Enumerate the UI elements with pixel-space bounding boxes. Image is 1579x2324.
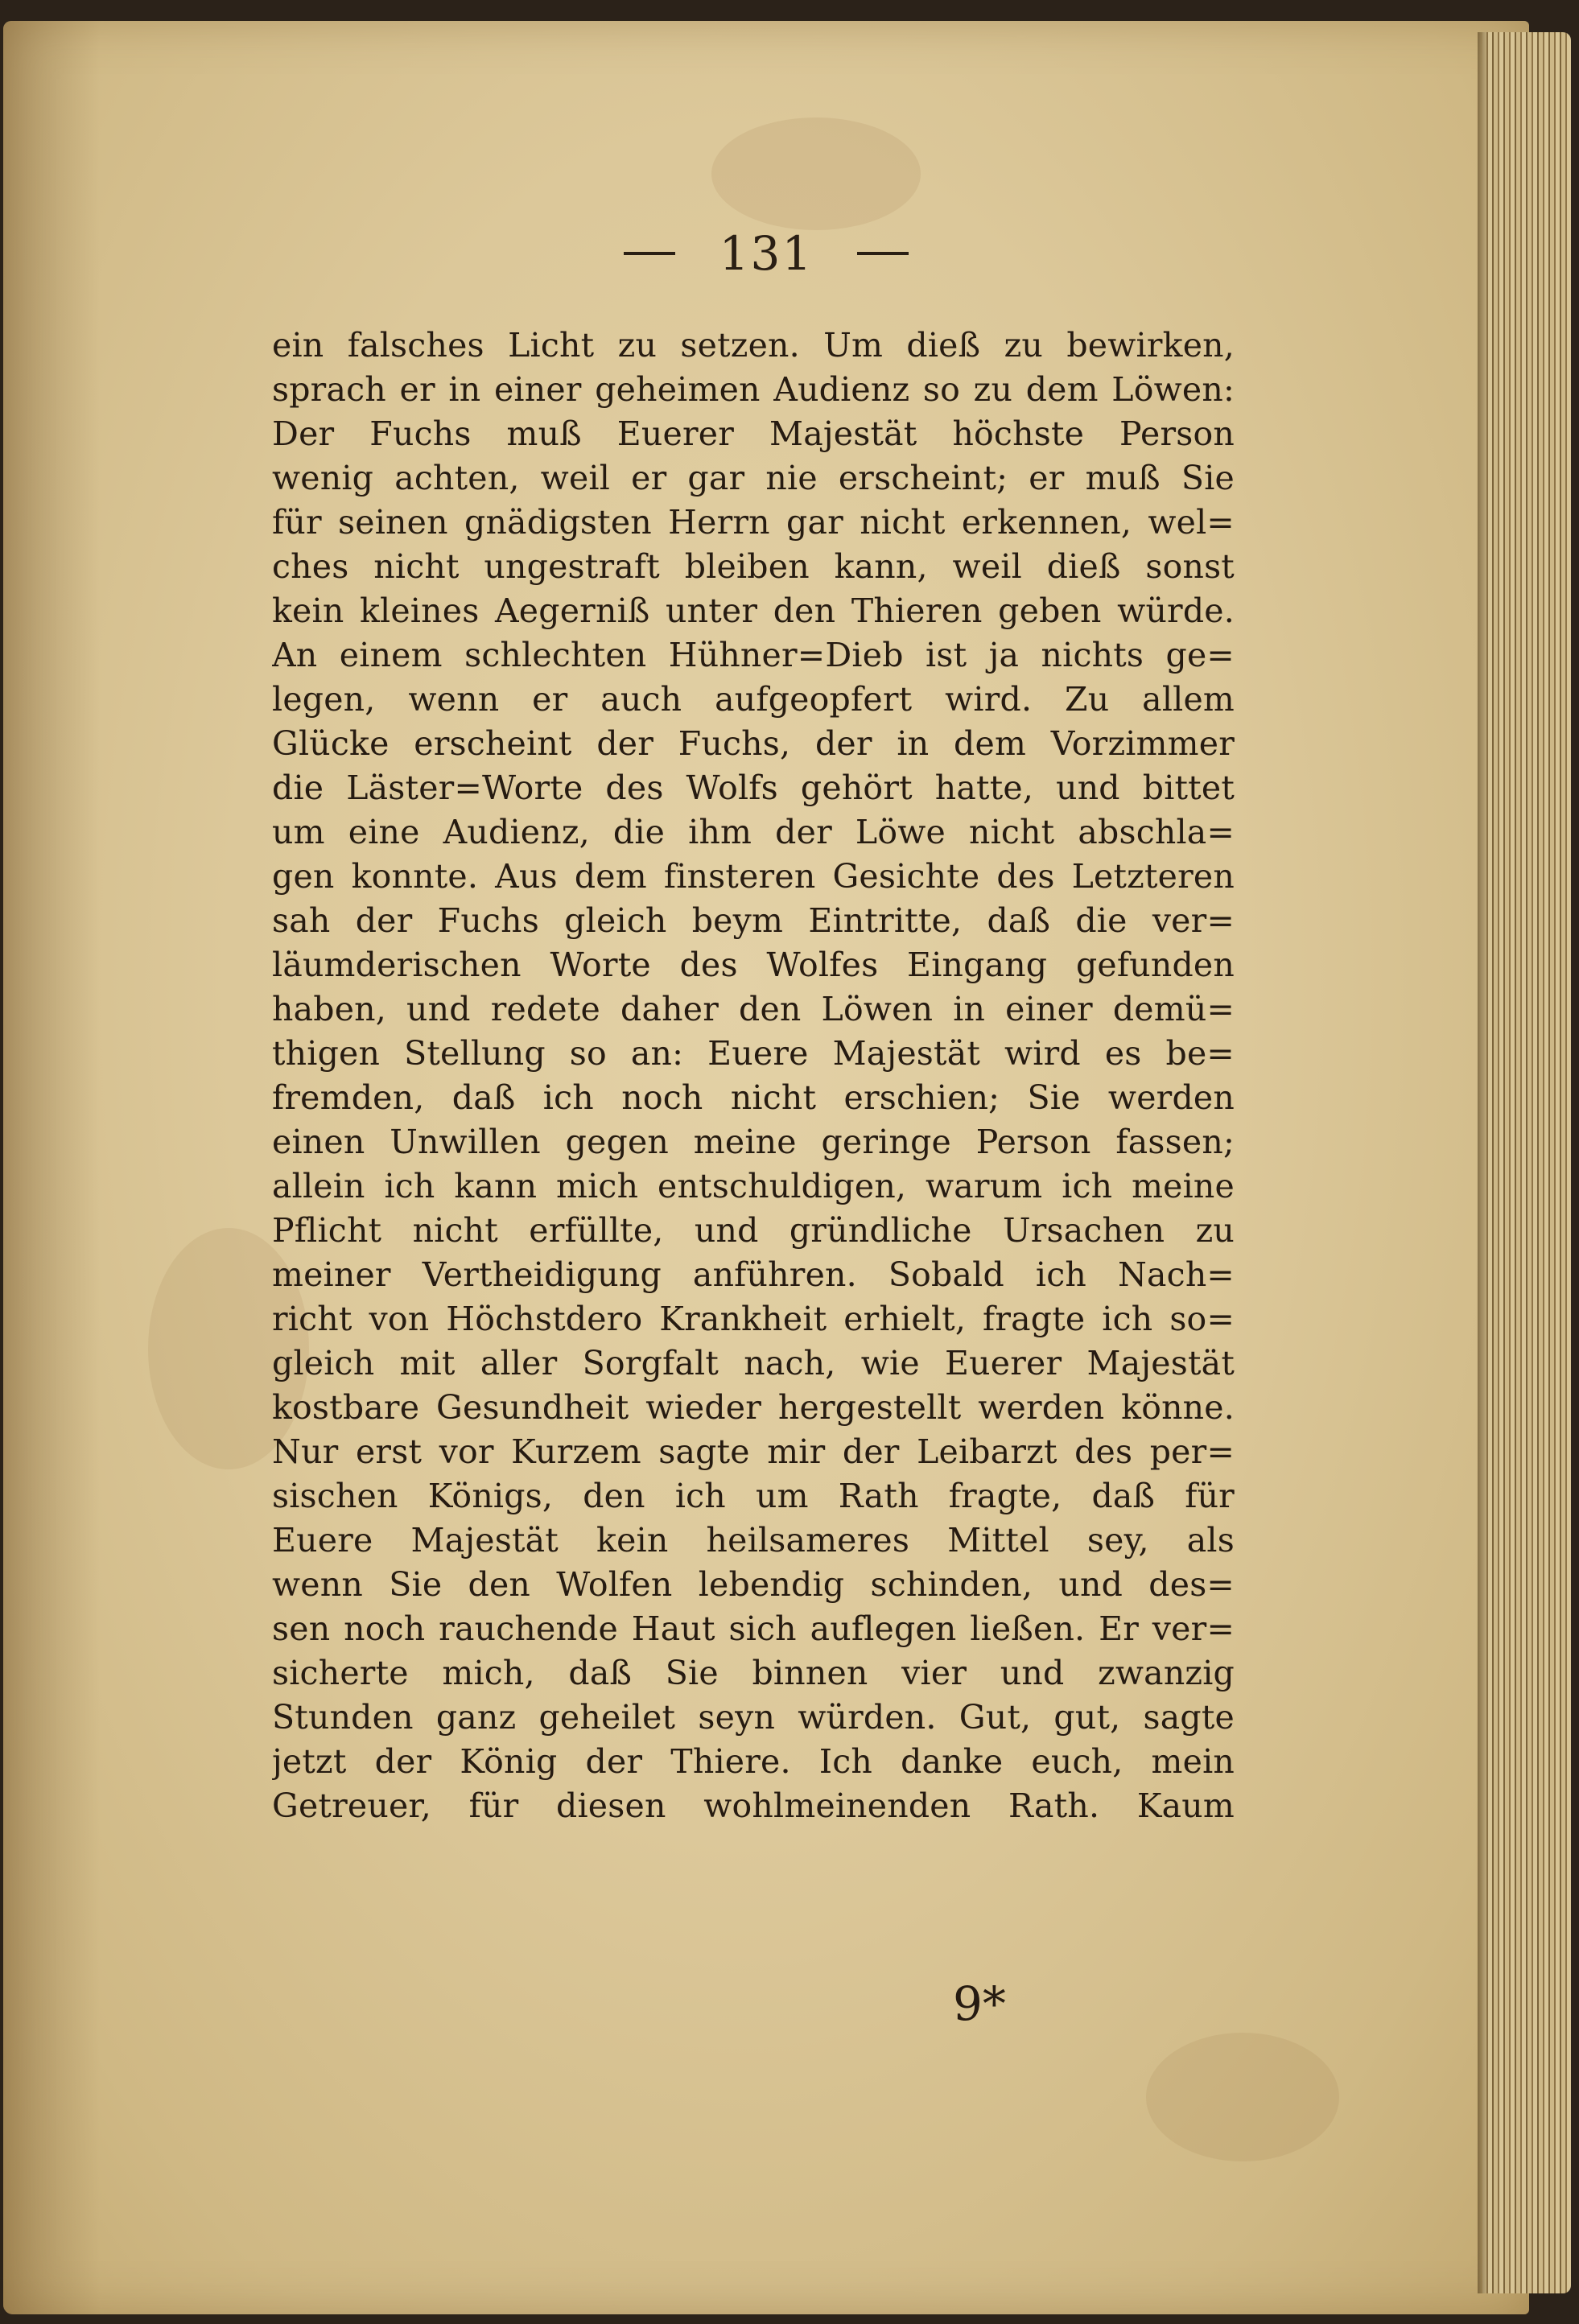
text-line: legen, wenn er auch aufgeopfert wird. Zu allem — [272, 680, 1235, 719]
text-line: meiner Vertheidigung anführen. Sobald ich Nach= — [272, 1255, 1235, 1294]
text-line: jetzt der König der Thiere. Ich danke euch, mein — [272, 1742, 1235, 1781]
text-line: Euere Majestät kein heilsameres Mittel sey, als — [272, 1521, 1235, 1560]
text-line: gleich mit aller Sorgfalt nach, wie Euerer Majestät — [272, 1344, 1235, 1382]
text-line: richt von Höchstdero Krankheit erhielt, fragte ich so= — [272, 1300, 1235, 1338]
page-edges-shadow — [1478, 32, 1489, 2293]
paper-stain — [1146, 2033, 1339, 2161]
text-line: Pflicht nicht erfüllte, und gründliche Ursachen zu — [272, 1211, 1235, 1250]
text-line: Stunden ganz geheilet seyn würden. Gut, gut, sagte — [272, 1698, 1235, 1737]
text-line: einen Unwillen gegen meine geringe Person fassen; — [272, 1123, 1235, 1161]
text-line: wenn Sie den Wolfen lebendig schinden, und des= — [272, 1565, 1235, 1604]
text-line: thigen Stellung so an: Euere Majestät wird es be= — [272, 1034, 1235, 1073]
body-text — [272, 323, 1235, 1828]
signature-mark: 9* — [953, 1976, 1006, 2031]
text-line: sah der Fuchs gleich beym Eintritte, daß die ver= — [272, 901, 1235, 940]
text-line: kein kleines Aegerniß unter den Thieren geben würde. — [272, 591, 1235, 630]
page-number: 131 — [719, 225, 814, 281]
text-line: sen noch rauchende Haut sich auflegen ließen. Er ver= — [272, 1609, 1235, 1648]
text-line: sprach er in einer geheimen Audienz so zu dem Löwen: — [272, 370, 1235, 409]
header-dash-left — [624, 252, 675, 255]
text-line: Der Fuchs muß Euerer Majestät höchste Person — [272, 414, 1235, 453]
text-line: kostbare Gesundheit wieder hergestellt werden könne. — [272, 1388, 1235, 1427]
text-line: läumderischen Worte des Wolfes Eingang gefunden — [272, 946, 1235, 984]
header-dash-right — [857, 252, 909, 255]
text-line: fremden, daß ich noch nicht erschien; Sie werden — [272, 1078, 1235, 1117]
text-line: die Läster=Worte des Wolfs gehört hatte, und bittet — [272, 768, 1235, 807]
gutter-shadow — [3, 21, 100, 2314]
text-line: für seinen gnädigsten Herrn gar nicht erkennen, wel= — [272, 503, 1235, 542]
text-line: An einem schlechten Hühner=Dieb ist ja nichts ge= — [272, 636, 1235, 674]
text-line: ches nicht ungestraft bleiben kann, weil dieß sonst — [272, 547, 1235, 586]
text-line: allein ich kann mich entschuldigen, warum ich meine — [272, 1167, 1235, 1205]
text-line: sischen Königs, den ich um Rath fragte, daß für — [272, 1477, 1235, 1515]
text-line: Getreuer, für diesen wohlmeinenden Rath. Kaum — [272, 1786, 1235, 1825]
text-line: wenig achten, weil er gar nie erscheint; er muß Sie — [272, 459, 1235, 497]
page-edges — [1482, 32, 1571, 2293]
text-line: gen konnte. Aus dem finsteren Gesichte des Letzteren — [272, 857, 1235, 896]
page-header — [3, 222, 1529, 295]
text-line: sicherte mich, daß Sie binnen vier und zwanzig — [272, 1654, 1235, 1692]
text-line: haben, und redete daher den Löwen in einer demü= — [272, 990, 1235, 1028]
paper-sheet — [3, 21, 1529, 2314]
text-line: Glücke erscheint der Fuchs, der in dem Vorzimmer — [272, 724, 1235, 763]
paper-stain — [711, 117, 921, 230]
text-line: um eine Audienz, die ihm der Löwe nicht abschla= — [272, 813, 1235, 851]
text-line: ein falsches Licht zu setzen. Um dieß zu bewirken, — [272, 326, 1235, 365]
text-line: Nur erst vor Kurzem sagte mir der Leibarzt des per= — [272, 1432, 1235, 1471]
